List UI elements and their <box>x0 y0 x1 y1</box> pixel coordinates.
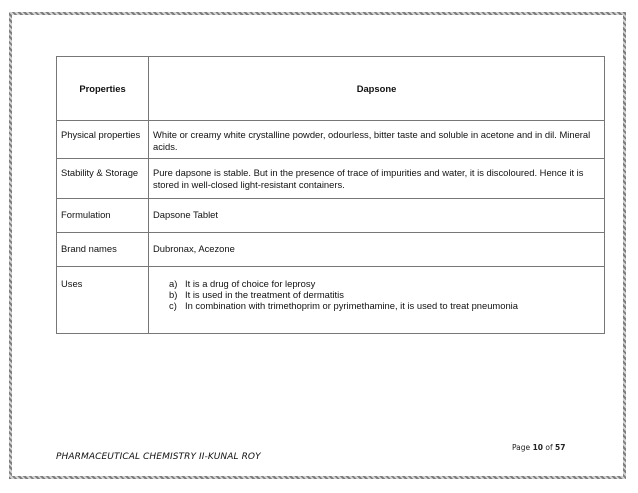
row-value: Pure dapsone is stable. But in the presence of trace of impurities and water, it is discoloured. Hence it is stored in well-closed light-resistant containers. <box>149 159 605 199</box>
row-label: Uses <box>57 267 149 334</box>
page-of: of <box>545 443 553 452</box>
page-prefix: Page <box>512 443 531 452</box>
row-value: White or creamy white crystalline powder, odourless, bitter taste and soluble in acetone and in dil. Mineral acids. <box>149 121 605 159</box>
list-marker: b) <box>169 289 178 300</box>
list-marker: a) <box>169 278 178 289</box>
list-text: In combination with trimethoprim or pyrimethamine, it is used to treat pneumonia <box>185 300 518 311</box>
header-properties: Properties <box>57 57 149 121</box>
page-total: 57 <box>555 443 566 452</box>
table-row <box>57 199 605 233</box>
uses-list <box>153 278 600 311</box>
page-current: 10 <box>532 443 543 452</box>
table-row <box>57 159 605 199</box>
table-row <box>57 267 605 334</box>
list-item <box>169 278 600 289</box>
page-number <box>512 443 565 452</box>
row-value <box>149 267 605 334</box>
list-text: It is a drug of choice for leprosy <box>185 278 316 289</box>
list-marker: c) <box>169 300 177 311</box>
row-label: Physical properties <box>57 121 149 159</box>
footer-title: PHARMACEUTICAL CHEMISTRY II-KUNAL ROY <box>56 452 261 462</box>
header-drug: Dapsone <box>149 57 605 121</box>
table-row <box>57 233 605 267</box>
row-label: Stability & Storage <box>57 159 149 199</box>
row-label: Formulation <box>57 199 149 233</box>
row-value: Dapsone Tablet <box>149 199 605 233</box>
list-text: It is used in the treatment of dermatitis <box>185 289 344 300</box>
row-label: Brand names <box>57 233 149 267</box>
list-item <box>169 289 600 300</box>
properties-table <box>56 56 605 334</box>
list-item <box>169 300 600 311</box>
row-value: Dubronax, Acezone <box>149 233 605 267</box>
table-header-row <box>57 57 605 121</box>
table-row <box>57 121 605 159</box>
